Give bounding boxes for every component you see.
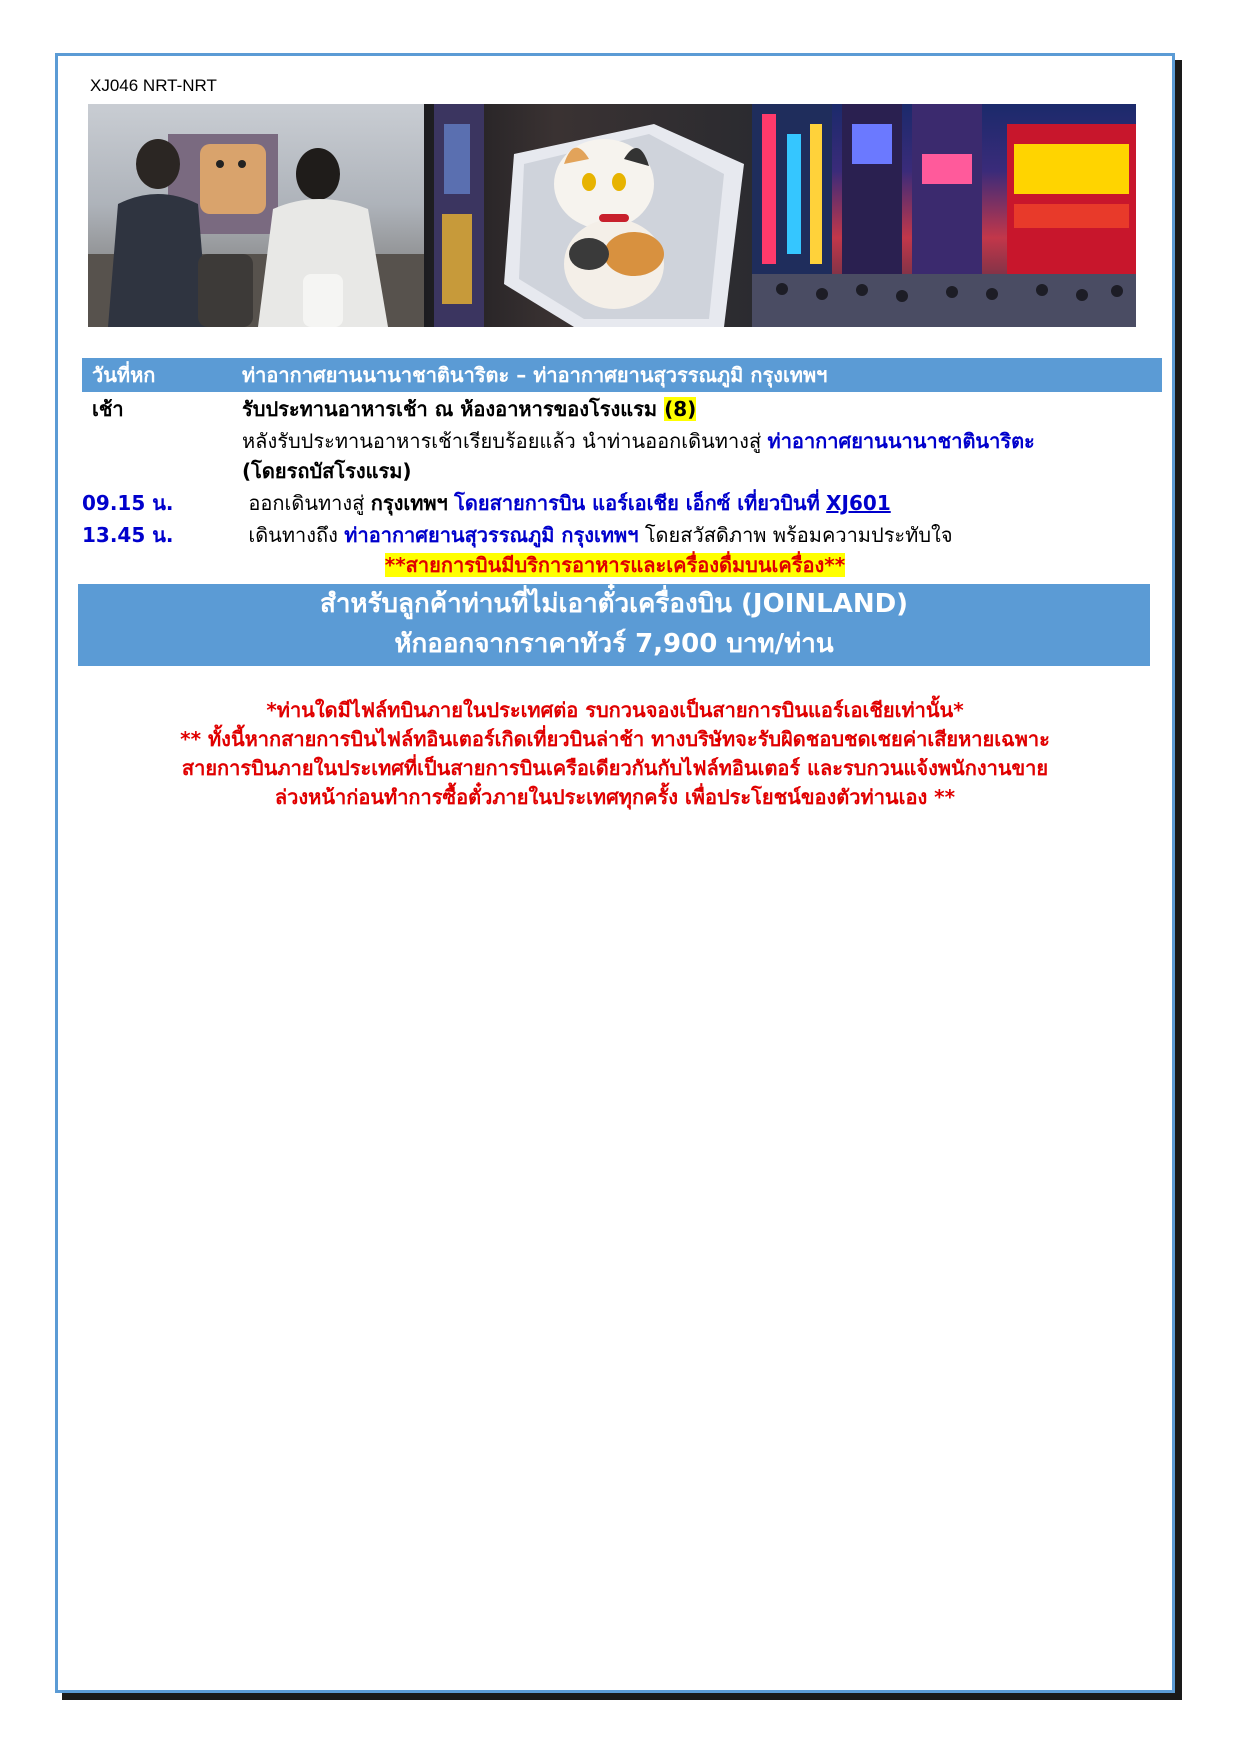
arrival-place: ท่าอากาศยานสุวรรณภูมิ กรุงเทพฯ bbox=[344, 523, 639, 547]
morning-note-row bbox=[242, 456, 412, 486]
photo-street-crowd bbox=[88, 104, 424, 327]
morning-label-row bbox=[92, 394, 124, 424]
morning-desc-note: (โดยรถบัสโรงแรม) bbox=[242, 459, 412, 483]
meal-note-row bbox=[58, 550, 1172, 580]
photo-shinjuku-night bbox=[752, 104, 1136, 327]
page-frame bbox=[55, 53, 1175, 1693]
flight-prefix: ออกเดินทางสู่ bbox=[248, 491, 365, 515]
day-header bbox=[82, 358, 1162, 392]
day-title: ท่าอากาศยานนานาชาตินาริตะ – ท่าอากาศยานสุวรรณภูมิ กรุงเทพฯ bbox=[242, 363, 828, 387]
tour-code: XJ046 NRT-NRT bbox=[90, 76, 217, 95]
arrival-time: 13.45 น. bbox=[82, 523, 174, 547]
flight-row bbox=[82, 488, 891, 518]
joinland-box bbox=[78, 584, 1150, 666]
note-line: สายการบินภายในประเทศที่เป็นสายการบินเครือเดียวกันกับไฟล์ทอินเตอร์ และรบกวนแจ้งพนักงานขาย bbox=[181, 756, 1049, 780]
meal-code: (8) bbox=[664, 397, 697, 421]
terms-notes bbox=[58, 696, 1172, 812]
morning-title-row bbox=[242, 394, 696, 424]
arrival-suffix: โดยสวัสดิภาพ พร้อมความประทับใจ bbox=[644, 523, 953, 547]
photo-3d-cat-art bbox=[424, 104, 752, 327]
photo-3d-cat-billboard bbox=[424, 104, 752, 327]
photo-street-crowd-art bbox=[88, 104, 424, 327]
flight-dest: กรุงเทพฯ bbox=[370, 491, 448, 515]
morning-desc-prefix: หลังรับประทานอาหารเช้าเรียบร้อยแล้ว นำท่านออกเดินทางสู่ bbox=[242, 429, 762, 453]
arrival-prefix: เดินทางถึง bbox=[248, 523, 338, 547]
morning-title: รับประทานอาหารเช้า ณ ห้องอาหารของโรงแรม bbox=[242, 397, 658, 421]
joinland-line2: หักออกจากราคาทัวร์ 7,900 บาท/ท่าน bbox=[394, 629, 834, 659]
morning-desc-row bbox=[242, 426, 1035, 456]
flight-time: 09.15 น. bbox=[82, 491, 174, 515]
note-line: *ท่านใดมีไฟล์ทบินภายในประเทศต่อ รบกวนจองเป็นสายการบินแอร์เอเชียเท่านั้น* bbox=[266, 698, 964, 722]
morning-label: เช้า bbox=[92, 397, 124, 421]
note-line: ล่วงหน้าก่อนทำการซื้อตั๋วภายในประเทศทุกครั้ง เพื่อประโยชน์ของตัวท่านเอง ** bbox=[274, 785, 956, 809]
flight-airline: โดยสายการบิน แอร์เอเชีย เอ็กซ์ เที่ยวบินที่ bbox=[454, 491, 820, 515]
morning-desc-place: ท่าอากาศยานนานาชาตินาริตะ bbox=[767, 429, 1035, 453]
joinland-line1: สำหรับลูกค้าท่านที่ไม่เอาตั๋วเครื่องบิน (JOINLAND) bbox=[319, 589, 909, 619]
arrival-row bbox=[82, 520, 953, 550]
note-line: ** ทั้งนี้หากสายการบินไฟล์ทอินเตอร์เกิดเที่ยวบินล่าช้า ทางบริษัทจะรับผิดชอบชดเชยค่าเสียหายเฉพาะ bbox=[180, 727, 1050, 751]
meal-note: **สายการบินมีบริการอาหารและเครื่องดื่มบนเครื่อง** bbox=[384, 553, 846, 577]
photo-shinjuku-art bbox=[752, 104, 1136, 327]
photo-banner bbox=[88, 104, 1136, 327]
day-label: วันที่หก bbox=[92, 363, 156, 387]
flight-number[interactable]: XJ601 bbox=[826, 491, 891, 515]
